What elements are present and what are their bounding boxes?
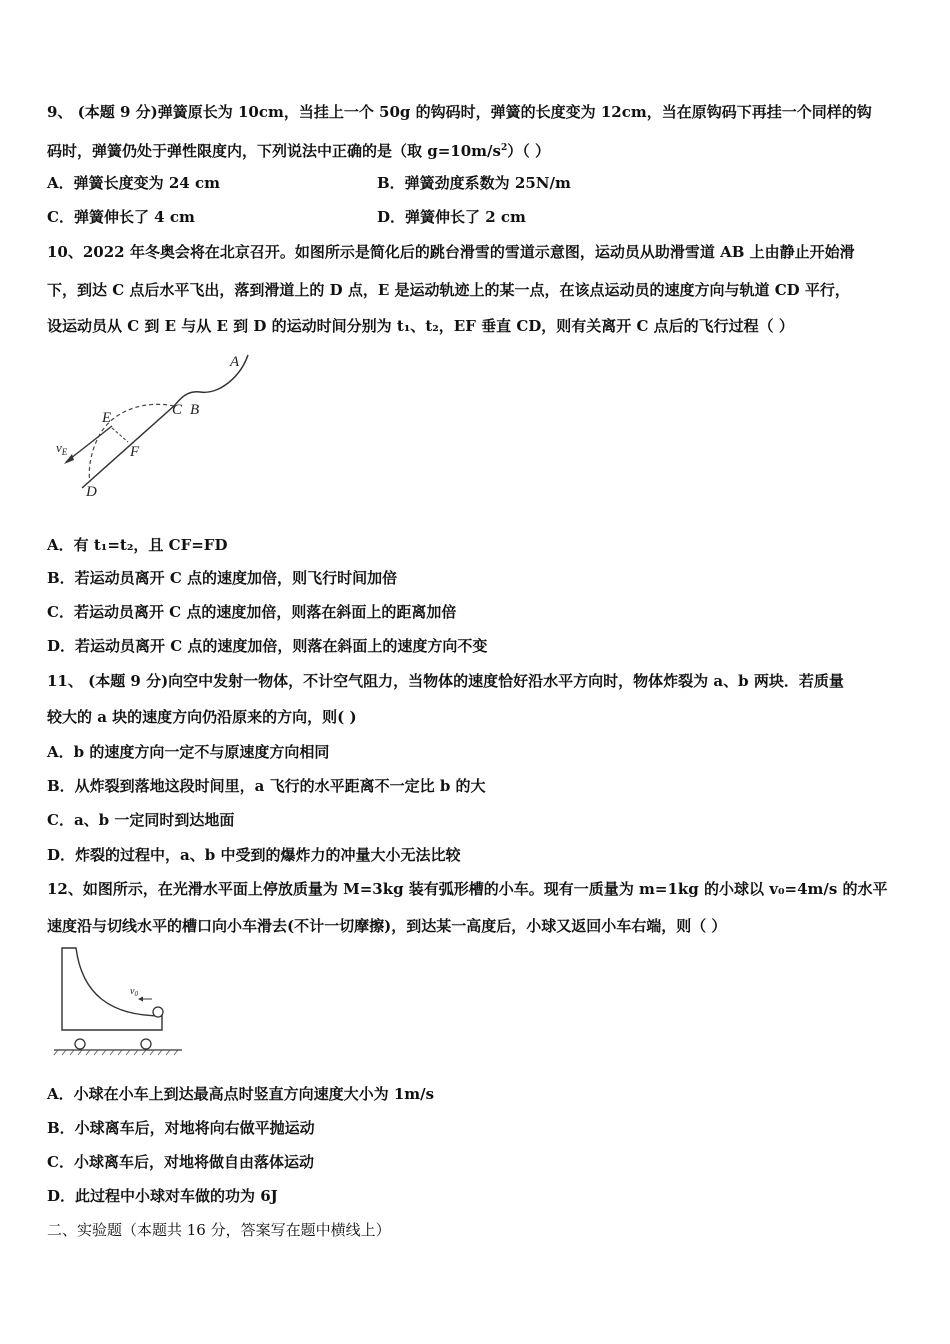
q10-stem-line3: 设运动员从 C 到 E 与从 E 到 D 的运动时间分别为 t₁、t₂，EF 垂直 CD，则有关离开 C 点后的飞行过程（ ） <box>47 317 794 335</box>
q11-stem-line1: 11、 (本题 9 分)向空中发射一物体，不计空气阻力，当物体的速度恰好沿水平方向时，物体炸裂为 a、b 两块．若质量 <box>47 672 844 690</box>
q10-option-c: C．若运动员离开 C 点的速度加倍，则落在斜面上的距离加倍 <box>47 603 457 621</box>
ef-perpendicular <box>112 428 128 442</box>
q10-stem-line1: 10、2022 年冬奥会将在北京召开。如图所示是简化后的跳台滑雪的雪道示意图，运动员从助滑雪道 AB 上由静止开始滑 <box>47 243 855 261</box>
label-v0-main: v <box>130 986 135 997</box>
ski-jump-figure <box>50 350 265 500</box>
q9-stem-line2-end: ）（ ） <box>507 142 550 160</box>
q11-stem-line2: 较大的 a 块的速度方向仍沿原来的方向，则( ) <box>47 708 357 726</box>
v0-arrowhead-icon <box>138 997 143 1002</box>
label-ve-main: v <box>56 440 62 455</box>
q10-option-d: D．若运动员离开 C 点的速度加倍，则落在斜面上的速度方向不变 <box>47 637 488 655</box>
q11-option-c: C．a、b 一定同时到达地面 <box>47 811 235 829</box>
label-b: B <box>190 402 200 418</box>
incline-cd <box>82 406 174 488</box>
q12-stem-line2: 速度沿与切线水平的槽口向小车滑去(不计一切摩擦)，到达某一高度后，小球又返回小车右端，则（ ） <box>47 917 727 935</box>
q9-option-c: C．弹簧伸长了 4 cm <box>47 208 195 226</box>
q9-option-b: B．弹簧劲度系数为 25N/m <box>377 174 571 192</box>
label-v0 <box>130 986 138 998</box>
q10-option-b: B．若运动员离开 C 点的速度加倍，则飞行时间加倍 <box>47 569 398 587</box>
ground-hatching <box>54 1050 178 1055</box>
q9-stem-line2-text: 码时，弹簧仍处于弹性限度内，下列说法中正确的是（取 g=10m/s <box>47 142 501 160</box>
label-d: D <box>86 484 97 500</box>
wheel-right <box>141 1039 151 1049</box>
q10-stem-line2: 下，到达 C 点后水平飞出，落到滑道上的 D 点，E 是运动轨迹上的某一点，在该点运动员的速度方向与轨道 CD 平行， <box>47 281 850 299</box>
section2-title: 二、实验题（本题共 16 分，答案写在题中横线上） <box>47 1221 391 1239</box>
q9-stem-line1: 9、 (本题 9 分)弹簧原长为 10cm，当挂上一个 50g 的钩码时，弹簧的长度变为 12cm，当在原钩码下再挂一个同样的钩 <box>47 103 872 121</box>
label-a: A <box>230 354 240 370</box>
q11-option-b: B．从炸裂到落地这段时间里，a 飞行的水平距离不一定比 b 的大 <box>47 777 486 795</box>
q12-option-d: D．此过程中小球对车做的功为 6J <box>47 1187 278 1205</box>
label-ve-sub: E <box>61 447 68 457</box>
label-f: F <box>130 444 140 460</box>
q12-option-c: C．小球离车后，对地将做自由落体运动 <box>47 1153 314 1171</box>
q11-option-d: D．炸裂的过程中，a、b 中受到的爆炸力的冲量大小无法比较 <box>47 846 461 864</box>
label-e: E <box>102 410 112 426</box>
q9-option-d: D．弹簧伸长了 2 cm <box>377 208 526 226</box>
cart-body <box>62 948 162 1030</box>
velocity-e-arrow <box>66 426 112 462</box>
wheel-left <box>75 1039 85 1049</box>
label-c: C <box>172 402 183 418</box>
cart-figure <box>50 944 190 1056</box>
q12-stem-line1: 12、如图所示，在光滑水平面上停放质量为 M=3kg 装有弧形槽的小车。现有一质量为 m=1kg 的小球以 v₀=4m/s 的水平 <box>47 880 888 898</box>
q11-option-a: A．b 的速度方向一定不与原速度方向相同 <box>47 743 330 761</box>
q9-stem-line2 <box>47 138 550 161</box>
label-v0-sub: 0 <box>134 990 138 998</box>
q12-option-b: B．小球离车后，对地将向右做平抛运动 <box>47 1119 315 1137</box>
q9-option-a: A．弹簧长度变为 24 cm <box>47 174 220 192</box>
q10-option-a: A．有 t₁=t₂，且 CF=FD <box>47 536 228 554</box>
q12-option-a: A．小球在小车上到达最高点时竖直方向速度大小为 1m/s <box>47 1085 435 1103</box>
ball <box>153 1007 163 1017</box>
q9-superscript: 2 <box>500 143 508 153</box>
label-ve <box>56 440 68 457</box>
